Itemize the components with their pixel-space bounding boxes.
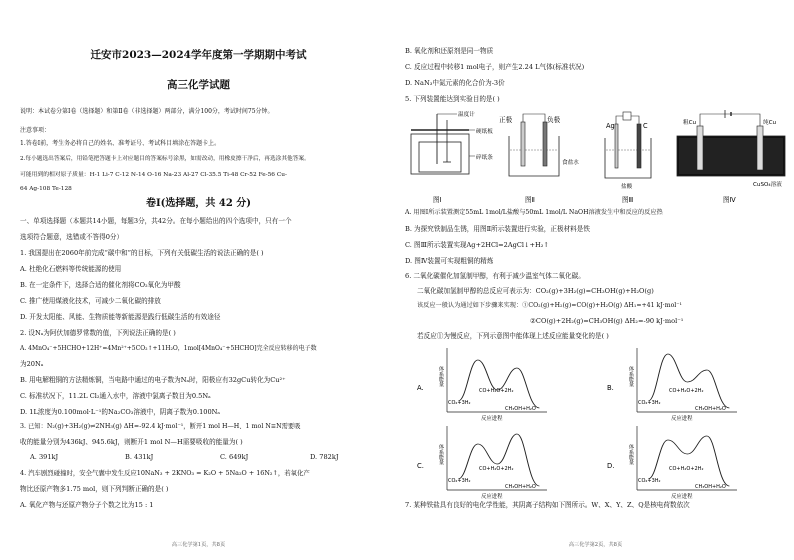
text-line: 3. 已知：N₂(g)+3H₂(g)⇌2NH₃(g) ΔH=-92.4 kJ·mol⁻¹，断开1 mol H—H、1 mol N≡N需要吸 bbox=[20, 423, 301, 430]
axis-ylabel: 体系能量 bbox=[628, 444, 634, 465]
fig2-label-positive: 正极 bbox=[499, 116, 513, 124]
energy-option-b bbox=[607, 348, 737, 422]
text-line: C. 标准状况下，11.2L Cl₂通入水中，溶液中氯离子数目为0.5Nₐ bbox=[20, 392, 211, 400]
exam-title: 迁安市2023—2024学年度第一学期期中考试 bbox=[90, 49, 307, 61]
species-mid: CO+H₂O+2H₂ bbox=[479, 388, 514, 394]
axis-ylabel: 体系能量 bbox=[438, 444, 444, 465]
option-letter: D. bbox=[607, 462, 615, 470]
text-line: B. 用电解粗铜的方法精炼铜，当电路中通过的电子数为Nₐ时，阳极应有32gCu转化为Cu²⁺ bbox=[20, 376, 286, 384]
text-line: ②CO(g)+2H₂(g)=CH₃OH(g) ΔH₂=-90 kJ·mol⁻¹ bbox=[530, 317, 684, 325]
text-line: 为20Nₐ bbox=[20, 360, 44, 368]
text-line: D. 图Ⅳ装置可实现粗铜的精炼 bbox=[405, 257, 494, 265]
species-end: CH₃OH+H₂O bbox=[505, 406, 536, 412]
text-line: D. NaN₃中氮元素的化合价为-3价 bbox=[405, 79, 505, 87]
fig3-label-hcl: 盐酸 bbox=[621, 184, 633, 190]
text-line: 物比还原产物多1.75 mol，则下列判断正确的是( ) bbox=[20, 485, 169, 493]
notice-line: 说明：本试卷分第Ⅰ卷（选择题）和第Ⅱ卷（非选择题）两部分，满分100分，考试时间75分钟。 bbox=[20, 108, 274, 115]
figure-label-3: 图Ⅲ bbox=[622, 196, 634, 204]
axis-xlabel: 反应进程 bbox=[481, 494, 503, 500]
energy-option-d bbox=[607, 426, 737, 500]
figure-label-4: 图Ⅳ bbox=[723, 196, 736, 204]
fig1-label-paper: 碎纸条 bbox=[476, 155, 493, 161]
fig3-label-c: C bbox=[643, 122, 648, 130]
energy-option-a bbox=[417, 348, 547, 422]
text-line: 2. 设Nₐ为阿伏加德罗常数的值，下列说法正确的是( ) bbox=[20, 329, 176, 337]
axis-ylabel: 体系能量 bbox=[628, 366, 634, 387]
text-line: 二氧化碳加氢制甲醇的总反应可表示为：CO₂(g)+3H₂(g)=CH₃OH(g)+H₂O(g) bbox=[417, 287, 654, 295]
species-start: CO₂+3H₂ bbox=[638, 400, 661, 406]
fig2-label-saltwater: 食盐水 bbox=[562, 160, 579, 166]
energy-option-c bbox=[417, 426, 547, 500]
species-start: CO₂+3H₂ bbox=[448, 400, 471, 406]
text-line: A. 用图Ⅰ所示装置测定55mL 1mol/L盐酸与50mL 1mol/L NaOH溶液发生中和反应的反应热 bbox=[405, 209, 663, 216]
axis-xlabel: 反应进程 bbox=[481, 416, 503, 422]
option-letter: C. bbox=[417, 462, 424, 470]
fig4-label-crude-cu: 粗Cu bbox=[683, 120, 697, 126]
fig4-label-pure-cu: 纯Cu bbox=[763, 120, 777, 126]
notice-line: 2.每小题选出答案后，用铅笔把答题卡上对应题目的答案标号涂黑，如需改动，用橡皮擦干净后，再选涂其他答案。 bbox=[20, 156, 310, 162]
fig1-label-thermometer: 温度计 bbox=[458, 112, 475, 118]
text-line: 6. 二氧化碳催化加氢制甲醇，有利于减少温室气体二氧化碳。 bbox=[405, 272, 585, 280]
notice-line: 可能用到的相对原子质量：H-1 Li-7 C-12 N-14 O-16 Na-23 Al-27 Cl-35.5 Ti-48 Cr-52 Fe-56 Cu- bbox=[20, 172, 287, 178]
species-start: CO₂+3H₂ bbox=[638, 478, 661, 484]
text-line: A. 4MnO₄⁻+5HCHO+12H⁺=4Mn²⁺+5CO₂↑+11H₂O，1mol[4MnO₄⁻+5HCHO]完全反应转移的电子数 bbox=[20, 345, 317, 352]
species-mid: CO+H₂O+2H₂ bbox=[669, 466, 704, 472]
text-line: 该反应一般认为通过如下步骤来实现：①CO₂(g)+H₂(g)=CO(g)+H₂O(g) ΔH₁=+41 kJ·mol⁻¹ bbox=[417, 302, 683, 309]
text-line: 选项符合题意，选错或不答得0分） bbox=[20, 233, 124, 241]
fig4-label-cuso4: CuSO₄溶液 bbox=[753, 182, 782, 188]
fig3-label-ag: Ag bbox=[606, 122, 615, 130]
figure-2-salt-water bbox=[499, 114, 579, 176]
choice-b: B. 431kJ bbox=[125, 453, 154, 461]
figure-label-2: 图Ⅱ bbox=[525, 196, 535, 204]
text-line: 1. 我国提出在2060年前完成“碳中和”的目标，下列有关低碳生活的说法正确的是( ) bbox=[20, 249, 264, 257]
figure-1-calorimeter bbox=[411, 110, 493, 174]
section-title: 卷Ⅰ(选择题，共 42 分) bbox=[145, 198, 252, 209]
text-line: 7. 某种铁盐具有良好的电化学性能，其阴离子结构如下图所示。W、X、Y、Z、Q是核电荷数依次 bbox=[405, 501, 690, 509]
option-letter: A. bbox=[417, 384, 424, 392]
figure-4-copper-refining bbox=[677, 110, 785, 188]
text-line: D. 1L浓度为0.100mol·L⁻¹的Na₂CO₃溶液中，阴离子数为0.100Nₐ bbox=[20, 408, 220, 416]
fig1-label-cardboard: 硬纸板 bbox=[476, 129, 493, 135]
text-line: C. 图Ⅲ所示装置实现Ag+2HCl=2AgCl↓+H₂↑ bbox=[405, 241, 549, 249]
text-line: B. 在一定条件下，选择合适的催化剂将CO₂氧化为甲酸 bbox=[20, 281, 181, 289]
choice-c: C. 649kJ bbox=[220, 453, 249, 461]
fig2-label-negative: 负极 bbox=[547, 116, 561, 124]
apparatus-figures bbox=[397, 106, 794, 206]
axis-xlabel: 反应进程 bbox=[671, 416, 693, 422]
right-page bbox=[397, 0, 794, 560]
exam-subtitle: 高三化学试题 bbox=[167, 79, 230, 91]
text-line: A. 氧化产物与还原产物分子个数之比为15 : 1 bbox=[20, 501, 154, 509]
page-footer: 高三化学第1页，共8页 bbox=[171, 542, 226, 548]
text-line: A. 杜绝化石燃料等传统能源的使用 bbox=[20, 265, 122, 273]
text-line: C. 推广使用煤液化技术，可减少二氧化碳的排放 bbox=[20, 297, 161, 305]
species-mid: CO+H₂O+2H₂ bbox=[479, 466, 514, 472]
option-letter: B. bbox=[607, 384, 614, 392]
text-line: B. 为探究铁制品生锈，用图Ⅱ所示装置进行实验，正极材料是铁 bbox=[405, 225, 590, 233]
page-footer: 高三化学第2页，共8页 bbox=[568, 542, 623, 548]
choice-a: A. 391kJ bbox=[30, 453, 59, 461]
species-start: CO₂+3H₂ bbox=[448, 478, 471, 484]
text-line: 5. 下列装置能达到实验目的是( ) bbox=[405, 95, 500, 103]
text-line: 4. 汽车剧烈碰撞时，安全气囊中发生反应10NaN₃ + 2KNO₃ = K₂O + 5Na₂O + 16N₂↑，若氧化产 bbox=[20, 469, 310, 477]
text-line: 一、单项选择题（本题共14小题，每题3分，共42分。在每小题给出的四个选项中，只有一个 bbox=[20, 217, 292, 225]
species-end: CH₃OH+H₂O bbox=[695, 406, 726, 412]
text-line: 收的能量分别为436kJ、945.6kJ，则断开1 mol N—H需要吸收的能量为( ) bbox=[20, 438, 243, 446]
text-line: D. 开发太阳能、风能、生物质能等新能源是践行低碳生活的有效途径 bbox=[20, 313, 221, 321]
notice-line: 64 Ag-108 Te-128 bbox=[20, 186, 72, 192]
axis-ylabel: 体系能量 bbox=[438, 366, 444, 387]
species-mid: CO+H₂O+2H₂ bbox=[669, 388, 704, 394]
species-end: CH₃OH+H₂O bbox=[695, 484, 726, 490]
text-line: C. 反应过程中转移1 mol电子，则产生2.24 L气体(标准状况) bbox=[405, 63, 585, 71]
species-end: CH₃OH+H₂O bbox=[505, 484, 536, 490]
axis-xlabel: 反应进程 bbox=[671, 494, 693, 500]
text-line: 若反应①为慢反应，下列示意图中能体现上述反应能量变化的是( ) bbox=[417, 332, 609, 340]
choice-d: D. 782kJ bbox=[310, 453, 339, 461]
energy-diagrams bbox=[397, 346, 794, 500]
figure-3-hcl-cell bbox=[605, 112, 651, 190]
figure-label-1: 图Ⅰ bbox=[433, 196, 442, 204]
notice-line: 1.答卷Ⅰ前，考生务必将自己的姓名、准考证号、考试科目填涂在答题卡上。 bbox=[20, 140, 221, 147]
text-line: B. 氧化剂和还原剂是同一物质 bbox=[405, 47, 494, 55]
notice-line: 注意事项： bbox=[20, 127, 51, 134]
